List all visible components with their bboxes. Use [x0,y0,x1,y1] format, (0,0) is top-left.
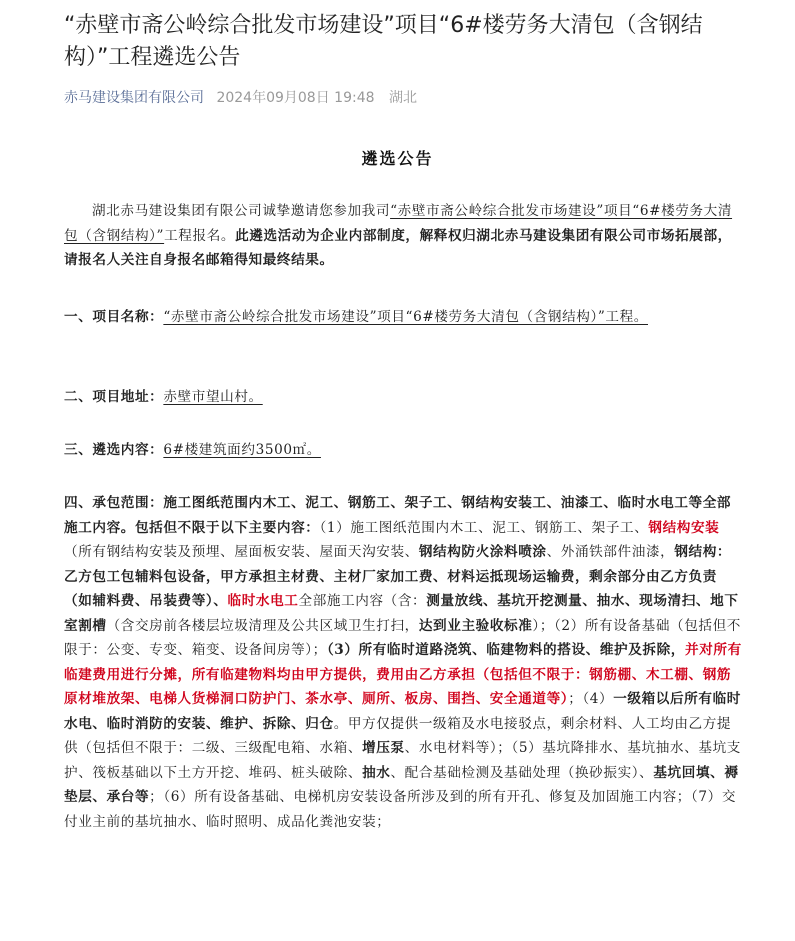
item-value: 6#楼建筑面约3500㎡。 [163,442,321,458]
scope-text: ；（4） [568,691,614,707]
scope-text: 达到业主验收标准 [418,617,533,634]
scope-text: 抽水 [362,764,391,781]
item-value: “赤壁市斋公岭综合批发市场建设”项目“6#楼劳务大清包（含钢结构）”工程。 [163,309,648,325]
item-value: 赤壁市望山村。 [163,389,263,405]
scope-text: 增压泵 [362,740,405,756]
scope-text: 测量放线、基坑开挖测量、抽水、现场清扫、地下室割槽 [64,593,739,634]
intro-text-1: 湖北赤马建设集团有限公司诚挚邀请您参加我司 [92,203,391,219]
item-selection-content [64,438,744,463]
scope-highlight: 钢结构安装 [648,519,720,536]
scope-text: （1）施工图纸范围内木工、泥工、钢筋工、架子工、 [319,519,649,536]
scope-text: 、水电材料等）；（5）基坑降排水、基坑抽水、基坑支护、筏板基础以下土方开挖、堆码、桩头破除、 [64,740,741,781]
item-label: 三、遴选内容： [64,442,164,458]
item-label: 四、承包范围： [64,495,164,511]
scope-highlight: 临时水电工 [227,593,299,609]
scope-text: 全部施工内容（含： [298,593,427,609]
scope-text: 基坑回填、褥垫层、承台等 [64,764,739,805]
scope-text: 施工图纸范围内木工、泥工、钢筋工、架子工、钢结构安装工、油漆工、临时水电工等全部施工内容。包括但不限于以下主要内容： [64,495,732,536]
item-project-name [64,305,744,330]
scope-text: 钢结构：乙方包工包辅料包设备，甲方承担主材费、主材厂家加工费、材料运抵现场运输费，剩余部分由乙方负责（如辅料费、吊装费等）、 [64,544,732,609]
publish-date: 2024年09月08日 19:48 [216,90,375,106]
intro-paragraph [64,199,744,273]
scope-text: 一级箱以后所有临时水电、临时消防的安装、维护、拆除、归仓 [64,691,741,732]
scope-text: 。甲方仅提供一级箱及水电接驳点，剩余材料、人工均由乙方提供（包括但不限于：二级、三级配电箱、水箱、 [64,715,732,756]
scope-text: 、配合基础检测及基础处理（换砂振实）、 [390,764,654,781]
publish-location: 湖北 [388,90,417,106]
account-name-link[interactable]: 赤马建设集团有限公司 [64,90,204,106]
intro-text-4: 此遴选活动为企业内部制度，解释权归湖北赤马建设集团有限公司市场拓展部，请报名人关注自身报名邮箱得知最终结果。 [64,227,732,268]
item-label: 一、项目名称： [64,309,164,325]
intro-text-3: 工程报名。 [164,227,236,244]
scope-text: （含交房前各楼层垃圾清理及公共区域卫生打扫， [106,617,419,634]
item-label: 二、项目地址： [64,389,164,405]
scope-highlight: 并对所有临建费用进行分摊，所有临建物料均由甲方提供，费用由乙方承担（包括但不限于：钢筋棚、木工棚、钢筋原材堆放架、电梯人货梯洞口防护门、茶水亭、厕所、板房、围挡、安全通道等） [64,642,742,707]
scope-text: （3）所有临时道路浇筑、临建物料的搭设、维护及拆除， [326,642,685,658]
item-project-address [64,385,744,410]
article-meta [64,88,417,108]
scope-text: 钢结构防火涂料喷涂 [418,544,547,560]
document-heading: 遴选公告 [361,149,434,168]
article-title: “赤壁市斋公岭综合批发市场建设”项目“6#楼劳务大清包（含钢结构）”工程遴选公告 [64,13,703,70]
intro-project-name: “赤壁市斋公岭综合批发市场建设”项目“6#楼劳务大清包（含钢结构）” [64,203,733,244]
item-contract-scope [64,491,744,834]
scope-text: ）；（2）所有设备基础（包括但不限于：公变、专变、箱变、设备间房等）； [64,617,741,658]
scope-text: （所有钢结构安装及预埋、屋面板安装、屋面天沟安装、 [64,544,419,560]
scope-text: ；（6）所有设备基础、电梯机房安装设备所涉及到的所有开孔、修复及加固施工内容；（7）交付业主前的基坑抽水、临时照明、成品化粪池安装； [64,789,737,830]
scope-text: 、外涌铁部件油漆， [546,544,675,560]
